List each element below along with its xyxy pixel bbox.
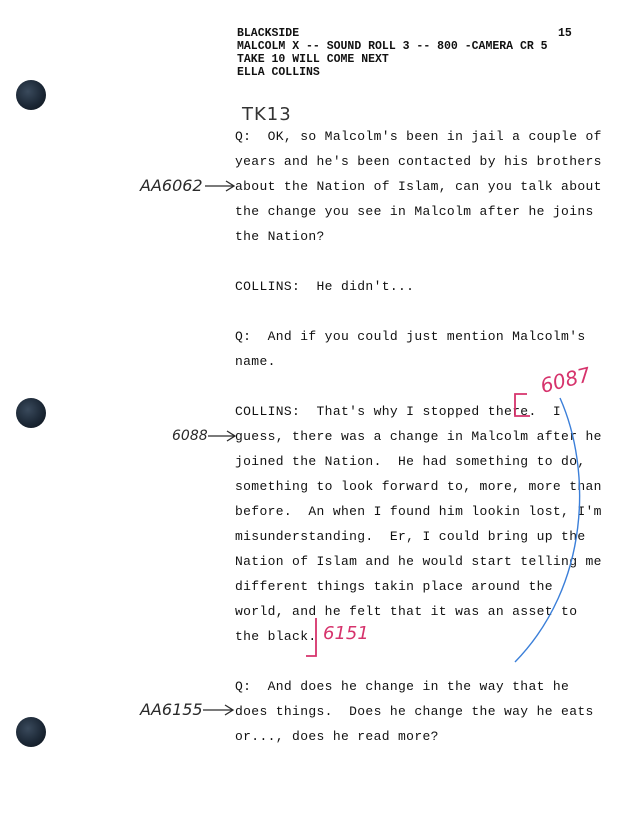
take-annotation: TK13 — [242, 104, 292, 125]
transcript-line: Nation of Islam and he would start telling me — [235, 554, 602, 569]
timecode-annotation-6087: 6087 — [537, 362, 594, 398]
transcript-line: guess, there was a change in Malcolm after he — [235, 429, 602, 444]
transcript-line: the black. — [235, 629, 317, 644]
transcript-line: COLLINS: He didn't... — [235, 279, 415, 294]
transcript-line: different things takin place around the — [235, 579, 553, 594]
transcript-line: the change you see in Malcolm after he joins — [235, 204, 594, 219]
transcript-line: world, and he felt that it was an asset to — [235, 604, 578, 619]
header-interviewee: ELLA COLLINS — [237, 66, 320, 79]
header-roll-info: MALCOLM X -- SOUND ROLL 3 -- 800 -CAMERA CR 5 — [237, 40, 548, 53]
transcript-line: years and he's been contacted by his brothers — [235, 154, 602, 169]
arrow-aa6062 — [205, 181, 234, 191]
transcript-line: misunderstanding. Er, I could bring up the — [235, 529, 586, 544]
transcript-line: Q: OK, so Malcolm's been in jail a couple of — [235, 129, 602, 144]
transcript-line: something to look forward to, more, more than — [235, 479, 602, 494]
red-bracket-start — [515, 394, 530, 416]
transcript-line: Q: And does he change in the way that he — [235, 679, 570, 694]
blue-curve — [515, 398, 580, 662]
transcript-line: COLLINS: That's why I stopped there. I — [235, 404, 562, 419]
timecode-annotation-aa6062: AA6062 — [140, 176, 203, 195]
page-number: 15 — [558, 27, 572, 40]
transcript-line: name. — [235, 354, 276, 369]
arrow-6088 — [208, 431, 235, 441]
transcript-line: joined the Nation. He had something to do, — [235, 454, 586, 469]
timecode-annotation-6088: 6088 — [172, 428, 208, 444]
header-take-note: TAKE 10 WILL COME NEXT — [237, 53, 389, 66]
red-bracket-end — [306, 618, 316, 656]
transcript-line: before. An when I found him lookin lost, I'm — [235, 504, 602, 519]
timecode-annotation-6151: 6151 — [323, 623, 369, 644]
arrow-aa6155 — [203, 705, 233, 715]
timecode-annotation-aa6155: AA6155 — [140, 700, 203, 719]
transcript-line: does things. Does he change the way he eats — [235, 704, 594, 719]
transcript-line: about the Nation of Islam, can you talk about — [235, 179, 602, 194]
transcript-line: Q: And if you could just mention Malcolm's — [235, 329, 586, 344]
transcript-line: the Nation? — [235, 229, 325, 244]
header-title: BLACKSIDE — [237, 27, 300, 40]
transcript-line: or..., does he read more? — [235, 729, 439, 744]
